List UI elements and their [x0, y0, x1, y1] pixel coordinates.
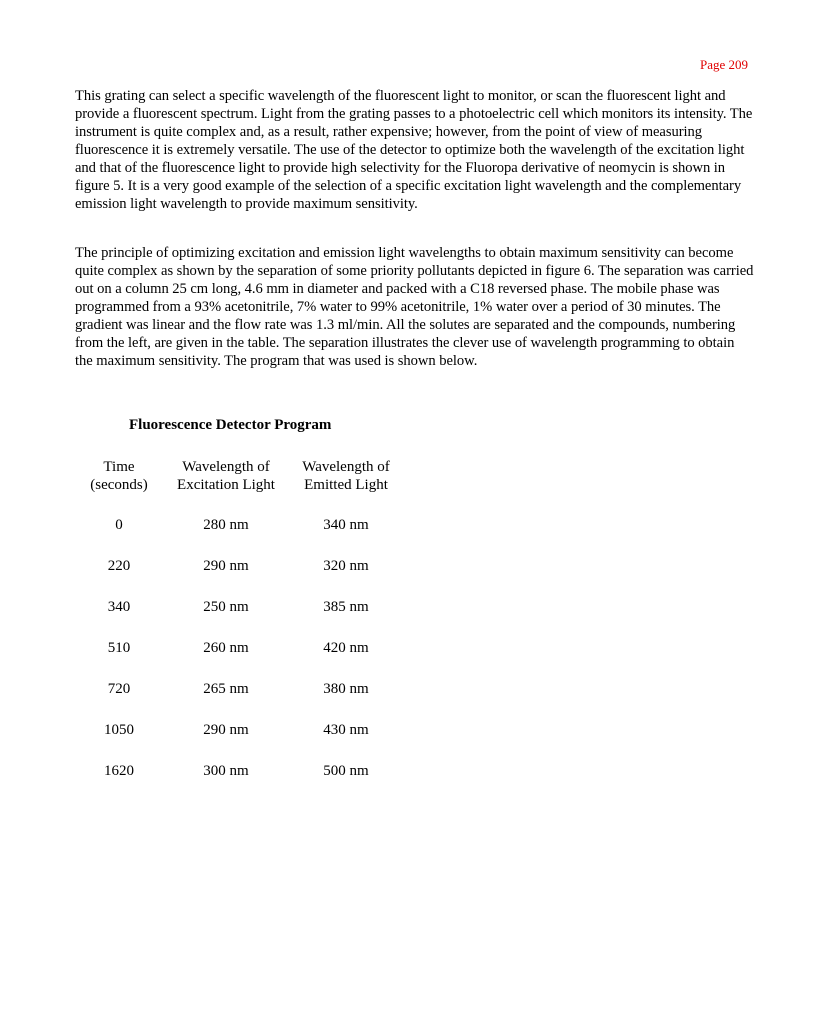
cell-emitted: 340 nm [323, 517, 369, 533]
cell-emitted: 380 nm [323, 681, 369, 697]
cell-excitation: 290 nm [203, 558, 249, 574]
cell-emitted: 430 nm [323, 722, 369, 738]
paragraph-2: The principle of optimizing excitation and emission light wavelengths to obtain maximum sensitivity can become quite complex as shown by the separation of some priority pollutants depicted in figure 6. The separation was carried out on a column 25 cm long, 4.6 mm in diameter and packed with a C18 reversed phase. The mobile phase was programmed from a 93% acetonitrile, 7% water to 99% acetonitrile, 1% water over a period of 30 minutes. The gradient was linear and the flow rate was 1.3 ml/min. All the solutes are separated and the compounds, numbering from the left, are given in the table. The separation illustrates the clever use of wavelength programming to obtain the maximum sensitivity. The program that was used is shown below. [75, 245, 754, 369]
header-emitted-line1: Wavelength of [302, 459, 390, 475]
cell-time: 1050 [104, 722, 134, 738]
header-excitation-line2: Excitation Light [177, 477, 275, 493]
cell-emitted: 320 nm [323, 558, 369, 574]
cell-excitation: 250 nm [203, 599, 249, 615]
header-emitted-line2: Emitted Light [304, 477, 388, 493]
header-excitation-line1: Wavelength of [182, 459, 270, 475]
cell-excitation: 265 nm [203, 681, 249, 697]
header-time-line1: Time [103, 459, 135, 475]
cell-emitted: 500 nm [323, 763, 369, 779]
cell-time: 0 [115, 517, 123, 533]
cell-time: 720 [107, 681, 131, 697]
header-emitted [290, 458, 402, 494]
header-excitation [166, 458, 286, 494]
cell-excitation: 290 nm [203, 722, 249, 738]
header-time-line2: (seconds) [90, 477, 148, 493]
table-title: Fluorescence Detector Program [129, 417, 332, 433]
cell-time: 340 [107, 599, 131, 615]
cell-time: 1620 [104, 763, 134, 779]
paragraph-1: This grating can select a specific wavelength of the fluorescent light to monitor, or scan the fluorescent light and provide a fluorescent spectrum. Light from the grating passes to a photoelectric cell which monitors its intensity. The instrument is quite complex and, as a result, rather expensive; however, from the point of view of measuring fluorescence it is extremely versatile. The use of the detector to optimize both the wavelength of the excitation light and that of the fluorescence light to provide high selectivity for the Fluoropa derivative of neomycin is shown in figure 5. It is a very good example of the selection of a specific excitation light wavelength and the complementary emission light wavelength to provide maximum sensitivity. [75, 88, 753, 212]
page-number: Page 209 [699, 57, 748, 72]
cell-emitted: 420 nm [323, 640, 369, 656]
cell-time: 510 [107, 640, 131, 656]
cell-emitted: 385 nm [323, 599, 369, 615]
cell-excitation: 280 nm [203, 517, 249, 533]
header-time [84, 458, 154, 494]
cell-excitation: 300 nm [203, 763, 249, 779]
cell-excitation: 260 nm [203, 640, 249, 656]
cell-time: 220 [107, 558, 131, 574]
